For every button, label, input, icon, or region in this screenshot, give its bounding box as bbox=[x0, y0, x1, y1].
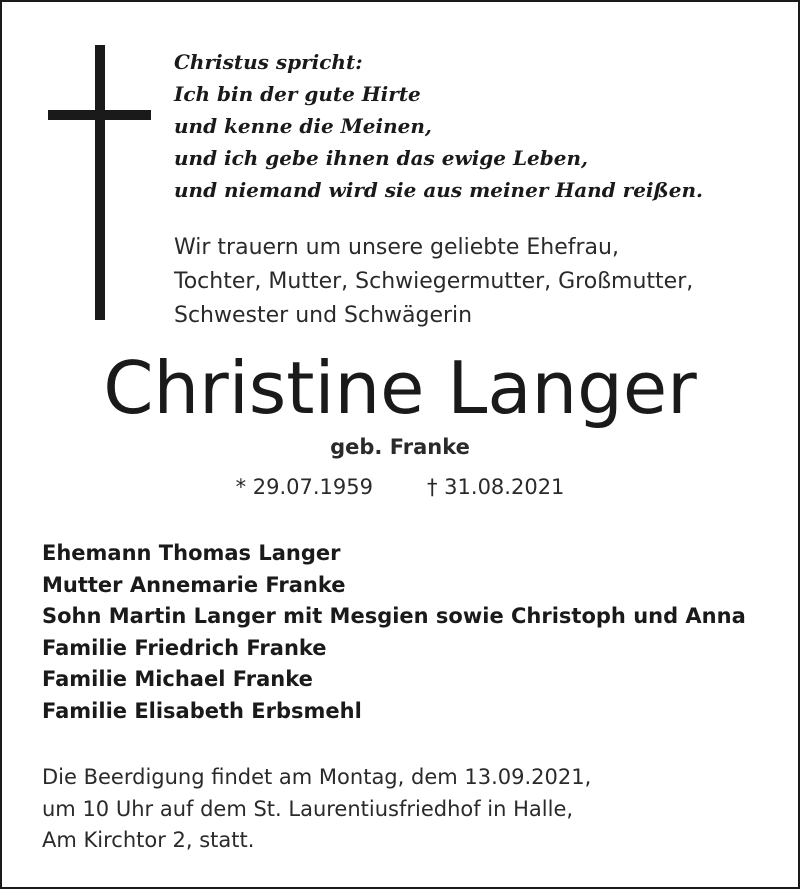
mourning-line: Wir trauern um unsere geliebte Ehefrau, bbox=[174, 235, 619, 260]
life-dates bbox=[0, 472, 800, 502]
verse-line: Christus spricht: bbox=[174, 50, 363, 74]
funeral-line: Die Beerdigung findet am Montag, dem 13.09.2021, bbox=[42, 765, 592, 789]
verse-line: und niemand wird sie aus meiner Hand reißen. bbox=[174, 178, 703, 202]
deceased-name: Christine Langer bbox=[103, 346, 697, 430]
verse-line: und kenne die Meinen, bbox=[174, 114, 432, 138]
birth-date: * 29.07.1959 bbox=[235, 475, 373, 499]
funeral-line: Am Kirchtor 2, statt. bbox=[42, 828, 255, 852]
funeral-notice bbox=[42, 762, 591, 857]
family-member: Familie Elisabeth Erbsmehl bbox=[42, 698, 362, 723]
family-member: Sohn Martin Langer mit Mesgien sowie Christoph und Anna bbox=[42, 604, 746, 628]
family-member: Ehemann Thomas Langer bbox=[42, 541, 341, 565]
family-list bbox=[42, 538, 746, 727]
mourning-text bbox=[174, 231, 693, 333]
family-member: Familie Michael Franke bbox=[42, 667, 313, 691]
mourning-line: Schwester und Schwägerin bbox=[174, 303, 473, 328]
maiden-name: geb. Franke bbox=[330, 435, 470, 459]
mourning-line: Tochter, Mutter, Schwiegermutter, Großmutter, bbox=[174, 269, 694, 294]
funeral-line: um 10 Uhr auf dem St. Laurentiusfriedhof in Halle, bbox=[42, 796, 574, 821]
family-member: Mutter Annemarie Franke bbox=[42, 572, 346, 597]
bible-verse bbox=[174, 46, 703, 206]
death-date: † 31.08.2021 bbox=[427, 475, 565, 499]
verse-line: Ich bin der gute Hirte bbox=[174, 82, 421, 106]
verse-line: und ich gebe ihnen das ewige Leben, bbox=[174, 146, 588, 170]
family-member: Familie Friedrich Franke bbox=[42, 635, 327, 660]
